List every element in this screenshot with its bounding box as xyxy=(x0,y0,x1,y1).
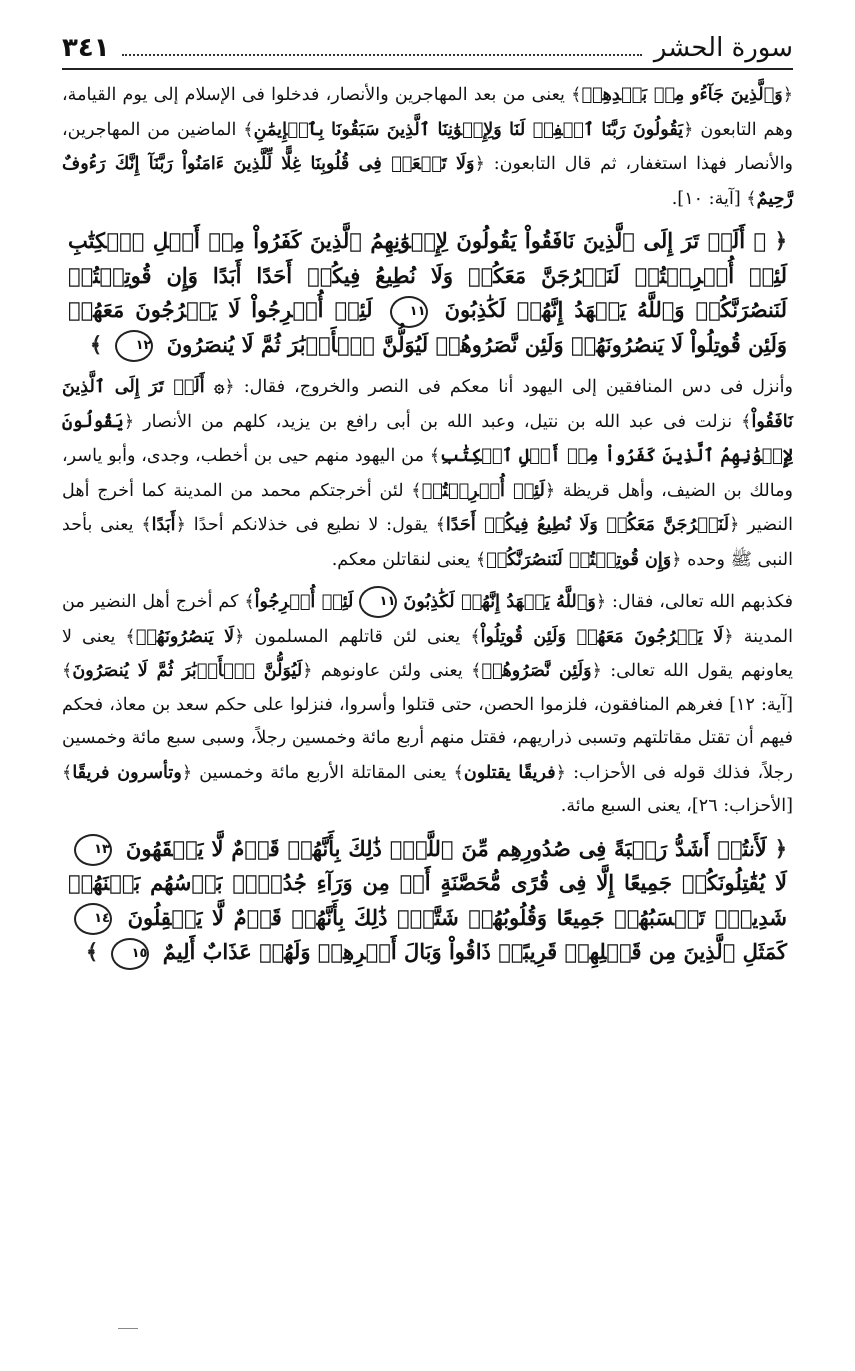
quran-verses-block-2 xyxy=(68,832,787,970)
commentary-text: [آية: ١٢] فغرهم المنافقون، فلزموا الحصن، حتى قتلوا وأسروا، فنزلوا على حكم سعد بن معاذ، فحكم فيهم أن تقتل مقاتلتهم وتسبى ذراريهم، فقتل منهم أربع مائة وخمسين رجلاً، وسبى سبع مائة وخمسين رجلاً، فذلك قوله فى الأحزاب: xyxy=(62,694,793,783)
quran-bracket-open: ﴿ xyxy=(555,762,566,783)
surah-title: سورة الحشر xyxy=(653,33,793,63)
ayah-marker-11: ١١ xyxy=(359,586,397,618)
quran-bracket-open: ﴿ xyxy=(774,229,787,253)
commentary-text: كم أخرج أهل النضير من المدينة xyxy=(62,592,793,647)
commentary-text: يعنى المقاتلة الأربع مائة وخمسين xyxy=(199,762,447,783)
quran-quote: وَلَا تَجۡعَلۡ فِى قُلُوبِنَا غِلًّا لِّلَّذِينَ ءَامَنُواْ رَبَّنَآ إِنَّكَ رَءُوفٌ رَّحِيمٌ xyxy=(62,153,793,209)
quran-bracket-open: ﴿ xyxy=(181,762,193,783)
commentary-text: يقول: لا نطيع فى خذلانكم أحدًا xyxy=(193,515,428,535)
quran-bracket-close: ﴾ xyxy=(411,480,422,501)
quran-bracket-open: ﴿ xyxy=(123,411,135,432)
quran-quote: وَلَئِن نَّصَرُوهُمۡ xyxy=(481,660,592,681)
ayah-marker-13: ١٣ xyxy=(74,834,112,866)
quran-quote: فريقًا يقتلون xyxy=(463,761,556,783)
ayah-marker-14: ١٤ xyxy=(74,903,112,935)
quran-quote: لَيُوَلُّنَّ ٱلۡأَدۡبَٰرَ ثُمَّ لَا يُنصَرُونَ xyxy=(72,660,303,681)
commentary-text: لئن أخرجتكم محمد من المدينة كما أخرج أهل النضير xyxy=(62,480,794,535)
quran-bracket-close: ﴾ xyxy=(475,549,487,570)
quran-bracket-open: ﴿ xyxy=(595,592,607,612)
page-header xyxy=(62,28,793,70)
verse-11: ۞ أَلَمۡ تَرَ إِلَى ٱلَّذِينَ نَافَقُواْ يَقُولُونَ لِإِخۡوَٰنِهِمُ ٱلَّذِينَ كَفَرُواْ مِنۡ أَهۡلِ ٱلۡكِتَٰبِ لَئِنۡ أُخۡرِجۡتُمۡ لَنَخۡرُجَنَّ مَعَكُمۡ وَلَا نُطِيعُ فِيكُمۡ أَحَدًا أَبَدًا وَإِن قُوتِلۡتُمۡ لَنَنصُرَنَّكُمۡ وَٱللَّهُ يَشۡهَدُ إِنَّهُمۡ لَكَٰذِبُونَ xyxy=(68,228,788,322)
commentary-text: من اليهود منهم حيى بن أخطب، وجدى، وأبو ياسر، ومالك بن الضيف، وأهل قريظة xyxy=(62,446,793,501)
quran-bracket-open: ﴿ xyxy=(683,119,694,140)
quran-quote: لَئِنۡ أُخۡرِجۡتُمۡ xyxy=(421,479,545,501)
quran-bracket-close: ﴾ xyxy=(453,762,464,783)
quran-bracket-close: ﴾ xyxy=(62,661,73,681)
commentary-text: يعنى لئن قاتلهم المسلمون xyxy=(254,626,461,647)
quran-bracket-close: ﴾ xyxy=(244,592,255,612)
verse-12: لَئِنۡ أُخۡرِجُواْ لَا يَخۡرُجُونَ مَعَهُمۡ وَلَئِن قُوتِلُواْ لَا يَنصُرُونَهُمۡ وَلَئِن نَّصَرُوهُمۡ لَيُوَلُّنَّ ٱلۡأَدۡبَٰرَ ثُمَّ لَا يُنصَرُونَ xyxy=(68,297,787,357)
ayah-marker-15: ١٥ xyxy=(111,938,149,970)
quran-bracket-close: ﴾ xyxy=(470,626,481,647)
commentary-text: نزلت فى عبد الله بن نتيل، وعبد الله بن أبى رافع بن يزيد، كلهم من الأنصار xyxy=(143,411,733,432)
quran-quote: وَٱلَّذِينَ جَآءُو مِنۢ بَعۡدِهِمۡ xyxy=(581,84,783,105)
quran-quote: وَٱللَّهُ يَشۡهَدُ إِنَّهُمۡ لَكَٰذِبُونَ xyxy=(403,591,596,612)
quran-bracket-close: ﴾ xyxy=(141,515,152,535)
quran-bracket-open: ﴿ xyxy=(774,836,787,861)
verse-14: لَا يُقَٰتِلُونَكُمۡ جَمِيعًا إِلَّا فِى قُرًى مُّحَصَّنَةٍ أَوۡ مِن وَرَآءِ جُدُرِۭۚ بَأۡسُهُم بَيۡنَهُمۡ شَدِيدٌۚ تَحۡسَبُهُمۡ جَمِيعًا وَقُلُوبُهُمۡ شَتَّىٰۚ ذَٰلِكَ بِأَنَّهُمۡ قَوۡمٌ لَّا يَعۡقِلُونَ xyxy=(68,870,787,930)
page-number: ٣٤١ xyxy=(62,33,110,63)
ayah-marker-11: ١١ xyxy=(390,296,428,328)
quran-bracket-close: ﴾ xyxy=(471,661,482,681)
verse-13: لَأَنتُمۡ أَشَدُّ رَهۡبَةً فِى صُدُورِهِم مِّنَ ٱللَّهِۚ ذَٰلِكَ بِأَنَّهُمۡ قَوۡمٌ لَّا يَفۡقَهُونَ xyxy=(125,835,767,861)
commentary-text: يعنى لا يعاونهم يقول الله تعالى: xyxy=(62,626,794,681)
ayah-marker-12: ١٢ xyxy=(115,330,153,362)
quran-bracket-open: ﴿ xyxy=(224,377,235,397)
quran-quote: يَقُولُونَ لِإِخۡوَٰنِهِمُ ٱلَّذِينَ كَفَرُواْ مِنۡ أَهۡلِ ٱلۡكِتَٰبِ xyxy=(62,410,793,466)
quran-bracket-open: ﴿ xyxy=(302,661,313,681)
commentary-text: يعنى من بعد المهاجرين والأنصار، فدخلوا فى الإسلام إلى يوم القيامة، وهم التابعون xyxy=(62,85,794,140)
quran-bracket-open: ﴿ xyxy=(671,549,682,570)
quran-bracket-close: ﴾ xyxy=(741,411,752,432)
quran-bracket-open: ﴿ xyxy=(234,626,245,647)
quran-quote: وَإِن قُوتِلۡتُمۡ لَنَنصُرَنَّكُمۡ xyxy=(486,548,672,570)
footer-rule xyxy=(118,1328,138,1329)
quran-bracket-close: ﴾ xyxy=(746,188,757,209)
quran-quote: ۞ أَلَمۡ تَرَ إِلَى ٱلَّذِينَ نَافَقُواْ xyxy=(62,376,793,432)
quran-bracket-close: ﴾ xyxy=(85,940,99,964)
quran-quote: يَقُولُونَ رَبَّنَا ٱغۡفِرۡ لَنَا وَلِإِخۡوَٰنِنَا ٱلَّذِينَ سَبَقُونَا بِٱلۡإِيمَٰنِ xyxy=(253,118,684,140)
commentary-text: يعنى لنقاتلن معكم. xyxy=(331,549,471,570)
quran-quote: لَا يَخۡرُجُونَ مَعَهُمۡ وَلَئِن قُوتِلُواْ xyxy=(480,625,724,647)
quran-bracket-close: ﴾ xyxy=(125,626,136,647)
quran-bracket-open: ﴿ xyxy=(729,515,740,535)
verse-reference: [آية: ١٠]. xyxy=(671,188,741,209)
quran-quote: أَبَدًا xyxy=(151,514,176,535)
quran-bracket-open: ﴿ xyxy=(723,626,734,647)
quran-verses-block-1 xyxy=(68,224,787,362)
quran-bracket-close: ﴾ xyxy=(429,446,441,466)
commentary-paragraph-1 xyxy=(62,78,793,216)
quran-bracket-close: ﴾ xyxy=(243,119,254,140)
verse-15: كَمَثَلِ ٱلَّذِينَ مِن قَبۡلِهِمۡ قَرِيبًاۖ ذَاقُواْ وَبَالَ أَمۡرِهِمۡ وَلَهُمۡ عَذَابٌ أَلِيمٌ xyxy=(162,939,787,964)
quran-bracket-close: ﴾ xyxy=(435,515,446,535)
commentary-text: يعنى ولئن عاونوهم xyxy=(320,661,463,681)
quran-bracket-open: ﴿ xyxy=(544,480,556,501)
quran-bracket-open: ﴿ xyxy=(474,154,485,174)
quran-bracket-close: ﴾ xyxy=(62,762,73,783)
commentary-paragraph-3 xyxy=(62,585,793,824)
commentary-paragraph-2 xyxy=(62,370,793,577)
quran-quote: لَا يَنصُرُونَهُمۡ xyxy=(135,625,235,647)
commentary-text: وأنزل فى دس المنافقين إلى اليهود أنا معكم فى النصر والخروج، فقال: xyxy=(243,377,794,397)
commentary-text: الماضين من المهاجرين، والأنصار فهذا استغفار، ثم قال التابعون: xyxy=(62,119,794,174)
quran-quote: وتأسرون فريقًا xyxy=(72,761,182,783)
commentary-text: فكذبهم الله تعالى، فقال: xyxy=(612,592,793,612)
commentary-text: [الأحزاب: ٢٦]، يعنى السبع مائة. xyxy=(560,796,793,816)
header-dotted-leader xyxy=(122,40,642,56)
quran-bracket-open: ﴿ xyxy=(175,515,186,535)
commentary-text: يعنى بأحد النبى ﷺ وحده xyxy=(62,515,793,570)
quran-quote: لَئِنۡ أُخۡرِجُواْ xyxy=(254,591,354,612)
quran-bracket-open: ﴿ xyxy=(782,85,793,105)
quran-bracket-open: ﴿ xyxy=(591,661,602,681)
quran-bracket-close: ﴾ xyxy=(571,85,582,105)
quran-bracket-close: ﴾ xyxy=(89,332,103,357)
quran-quote: لَنَخۡرُجَنَّ مَعَكُمۡ وَلَا نُطِيعُ فِيكُمۡ أَحَدًا xyxy=(445,514,730,535)
